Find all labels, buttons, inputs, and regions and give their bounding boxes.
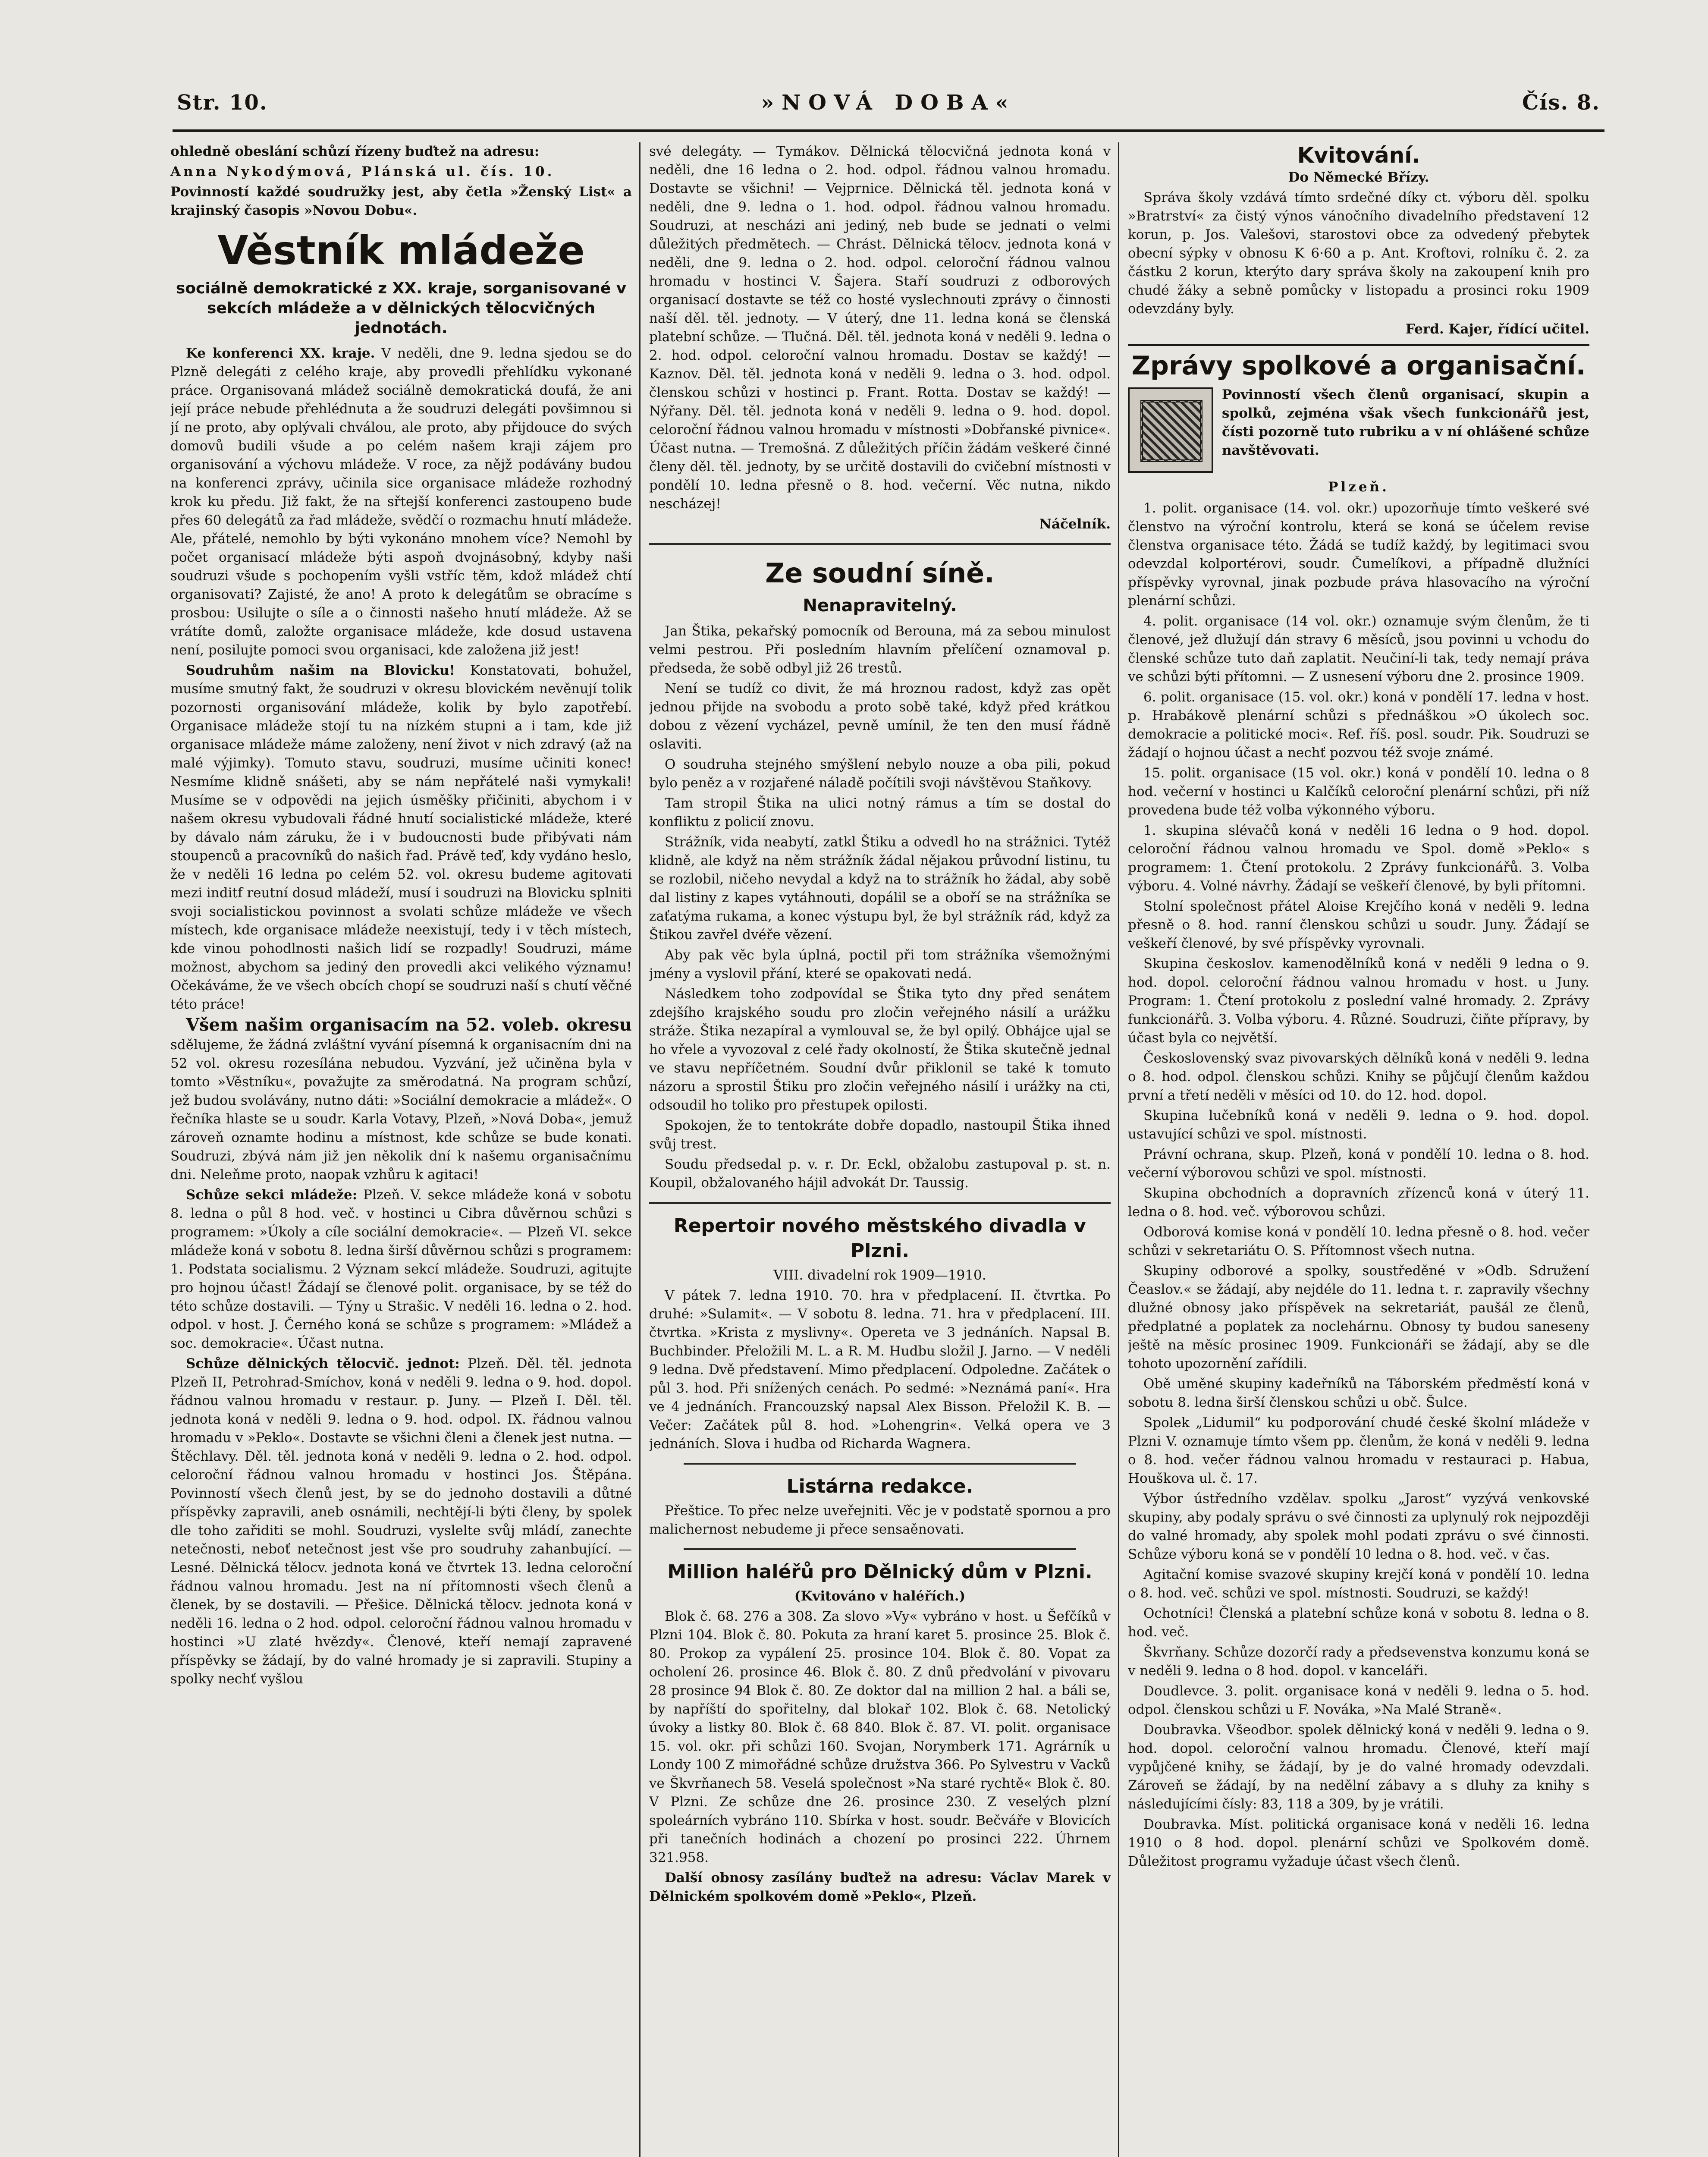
article-paragraph xyxy=(170,344,632,660)
page-number: Str. 10. xyxy=(177,91,268,115)
column-1 xyxy=(170,142,632,2157)
column-rule xyxy=(639,142,640,2157)
section-title: Ze soudní síně. xyxy=(765,557,995,589)
paragraph-text: Konstatovati, bohužel, musíme smutný fakt, že soudruzi v okresu blovickém nevěnují tolik pozornosti organisování mládeže, kolik by bylo zapotřebí. Organisace mládeže stojí tu na nízkém stupni a i tam, kde již organisace mládeže máme založeny, není život v nich zdravý (až na malé výjimky). Tomuto stavu, soudruzi, musíme učiniti konec! Nesmíme klidně snášeti, aby se nám nepřátelé naši vymykali! Musíme se v odpovědi na jejich úsměšky přičiniti, abychom i v našem okresu vybudovali řádné hnutí socialistické mládeže, které by dávalo nám záruku, že i v budoucnosti bude přibývati nám stoupenců a pracovníků do našich řad. Právě teď, kdy vydáno heslo, že v neděli 16 ledna po celém 52. vol. okresu budeme agitovati mezi inditf reutní dosud mládeží, musí i soudruzi na Blovicku splniti svoji socialistickou povinnost a svolati schůze mládeže ve všech místech, kde organisace mládeže neexistují, tedy i v těch místech, kde vinou pohodlnosti našich lidí se rozpadly! Soudruzi, máme možnost, abychom sa jediný den provedli akci velikého významu! Očekáváme, že ve všech obcích chopí se soudruzi naší s chutí věčné této práce! xyxy=(170,663,632,1012)
paragraph: Blok č. 68. 276 a 308. Za slovo »Vy« vybráno v host. u Šefčíků v Plzni 104. Blok č. 80. Pokuta za hraní karet 5. prosince 25. Blok č. 80. Prokop za vypálení 25. prosince 104. Blok č. 80. Vopat za ocholení 26. prosince 46. Blok č. 80. Z dnů předvolání v pivovaru 28 prosince 94 Blok č. 80. Ze doktor dal na million 2 hal. a báli se, by napříští do spořitelny, dal blokař 102. Blok č. 68. Netolický úvoky a listky 80. Blok č. 68 840. Blok č. 87. VI. polit. organisace 15. vol. okr. při schůzi 160. Svojan, Norymberk 171. Agrárník u Londy 100 Z mimořádné schůze družstva 366. Po Sylvestru v Vacků ve Škvrňanech 58. Veselá společnost »Na staré rychtě« Blok č. 80. V Plzni. Ze schůze dne 26. prosince 230. Z veselých plzní spoleárních vybráno 110. Sbírka v host. soudr. Bečváře v Blovicích při tanečních hodinách a chození po prosinci 222. Úhrnem 321.958. xyxy=(649,1609,1111,1865)
section-title: Zprávy spolkové a organisační. xyxy=(1128,344,1589,381)
court-paragraph: Strážník, vida neabytí, zatkl Štiku a odvedl ho na strážnici. Tytéž klidně, ale když na něm strážník žádal nějakou průvodní listinu, tu se rozlobil, ničeho nevydal a když na to strážník ho žádal, aby sobě dal listiny z kapes vytáhnouti, dopálil se a oboří se na strážníka se zaťatýma rukama, a konec výstupu byl, že byl strážník rád, když za Štikou zavřel dvéře vězení. xyxy=(649,834,1111,943)
court-paragraph: Jan Štika, pekařský pomocník od Berouna, má za sebou minulost velmi pestrou. Při posledním hlavním přelíčení oznamoval p. předseda, že sobě odbyl již 26 trestů. xyxy=(649,623,1111,676)
paragraph: Správa školy vzdává tímto srdečné díky ct. výboru děl. spolku »Bratrství« za čistý výnos vánočního divadelního představení 12 korun, p. Jos. Valešovi, starostovi obce za odvedený přebytek obecní sýpky v obnosu K 6·60 a p. Ant. Kroftovi, rolníku č. 2. za částku 2 korun, kterýto dary správa školy na zakoupení knih pro chudé žáky a sebně pomůcky v listopadu a prosinci roku 1909 odevzdány byly. xyxy=(1128,190,1589,317)
court-paragraph: Tam stropil Štika na ulici notný rámus a tím se dostal do konfliktu z policií znovu. xyxy=(649,796,1111,830)
paragraph-text: Plzeň. Děl. těl. jednota Plzeň II, Petrohrad-Smíchov, koná v neděli 9. ledna o 9. hod. dopol. řádnou valnou hromadu v restaur. p. Juny. — Plzeň I. Děl. těl. jednota koná v neděli 9. ledna o 9. hod. odpol. IX. řádnou valnou hromadu v »Peklo«. Dostavte se všichni členi a členek jest nutna. — Štěchlavy. Děl. těl. jednota koná v neděli 9. ledna o 2. hod. odpol. celoroční řádnou valnou hromadu v hostinci Jos. Štěpána. Povinností všech členů jest, by se do jednoho dostavili a důtné příspěvky zapravili, aneb osnámili, nechtějí-li býti členy, by spolek dle toho zařiditi se mohl. Soudruzi, vyslelte svůj mládí, zanechte netečnosti, neboť netečnost jest vše pro soudruhy zahanbující. — Lesné. Dělnická tělocv. jednota koná ve čtvrtek 13. ledna celoroční řádnou valnou hromadu. Jest na ní přítomnosti všech členů a členek, by se dostavili. — Přešice. Dělnická tělocv. jednota koná v neděli 16. ledna o 2 hod. odpol. celoroční řádnou valnou hromadu v hostinci »U zlaté hvězdy«. Členové, kteří nemají zapravené příspěvky se žádají, by do valné hromady je si zapravili. Stupiny a spolky nechť vyšlou xyxy=(170,1356,632,1687)
masthead xyxy=(173,91,1604,132)
court-paragraph: Není se tudíž co divit, že má hroznou radost, když zas opět jednou přijde na svobodu a proto sobě také, když před krátkou dobou z vězení vycházel, pevně umínil, že ten den musí řádně oslaviti. xyxy=(649,681,1111,752)
notice-item: Ochotníci! Členská a platební schůze koná v sobotu 8. ledna o 8. hod. več. xyxy=(1128,1606,1589,1640)
notice-item: 1. polit. organisace (14. vol. okr.) upozorňuje tímto veškeré své členstvo na výroční kontrolu, která se koná se účelem revise členstva organisace této. Žádá se tudíž každý, by legitimaci svou odevzdal kolportérovi, soudr. Čumelíkovi, a případně dlužníci příspěvky vyrovnal, jinak pozbude práva hlasovacího na výroční plenární schůzi. xyxy=(1128,500,1589,609)
paragraph-text: sdělujeme, že žádná zvláštní vyvání písemná k organisacním dni na 52 vol. okresu rozesílána nebudou. Vyzvání, jež učiněna byla v tomto »Věstníku«, považujte za směrodatná. Na program schůzí, jež budou svolávány, nutno dáti: »Sociální demokracie a mládež«. O řečníka hlaste se u soudr. Karla Votavy, Plzeň, »Nová Doba«, jemuž zároveň oznamte hodinu a místnost, kde schůze se bude konati. Soudruzi, zbývá nám již jen několik dní k našemu organisačnímu dni. Neleňme proto, naopak vzhůru k agitaci! xyxy=(170,1037,632,1182)
notice-item: Škvrňany. Schůze dozorčí rady a předsevenstva konzumu koná se v neděli 9. ledna o 8 hod. dopol. v kanceláři. xyxy=(1128,1644,1589,1679)
paragraph-head: Soudruhům našim na Blovicku! xyxy=(186,663,455,678)
column-rule xyxy=(1118,142,1119,2157)
court-paragraph: Následkem toho zodpovídal se Štika tyto dny před senátem zdejšího krajského soudu pro zločin veřejného násilí a urážku stráže. Štika nezapíral a vymlouval se, že byl opilý. Obhájce ujal se ho vřele a vyvozoval z celé řady okolností, že Štika skutečně jednal ve stavu nepříčetném. Soudní dvůr přiklonil se také k tomuto názoru a sprostil Štiku pro zločin veřejného násilí i urážky na cti, odsoudil ho toliko pro přestupek opilosti. xyxy=(649,986,1111,1113)
notice-item: Doubravka. Všeodbor. spolek dělnický koná v neděli 9. ledna o 9. hod. dopol. celoroční valnou hromadu. Členové, kteří mají vypůjčené knihy, se žádají, by je do valné hromady odevzdali. Zároveň se žádají, by na nedělní zábavy a s dluhy za knihy s následujícími čísly: 83, 118 a 309, by je vrátili. xyxy=(1128,1722,1589,1812)
notice-item: 6. polit. organisace (15. vol. okr.) koná v pondělí 17. ledna v host. p. Hrabákově plenární schůzi s přednáškou »O úkolech soc. demokracie a politické moci«. Ref. říš. posl. soudr. Pik. Soudruzi se žádají o hojnou účast a nechť pozvou též svoje známé. xyxy=(1128,689,1589,761)
paragraph: ohledně obeslání schůzí řízeny buďtež na adresu: xyxy=(170,144,540,159)
paragraph-head: Ke konferenci XX. kraje. xyxy=(186,346,375,361)
court-paragraph: O soudruha stejného smýšlení nebylo nouze a oba pili, pokud bylo peněz a v rozjařené náladě počítili svoji návštěvou Staňkovy. xyxy=(649,757,1111,791)
paragraph-head: Všem našim organisacím na 52. voleb. okresu xyxy=(186,1015,632,1035)
paragraph: V pátek 7. ledna 1910. 70. hra v předplacení. II. čtvrtka. Po druhé: »Sulamit«. — V sobotu 8. ledna. 71. hra v předplacení. III. čtvrtka. »Krista z myslivny«. Opereta ve 3 jednáních. Napsal B. Buchbinder. Přeložili M. L. a R. M. Hudbu složil J. Jarno. — V neděli 9 ledna. Dvě představení. Mimo předplacení. Odpoledne. Začátek o půl 3. hod. Při snížených cenách. Po sedmé: »Neznámá paní«. Hra ve 4 jednáních. Francouzský napsal Alex Bisson. Přeložil K. B. — Večer: Začátek půl 8. hod. »Lohengrin«. Velká opera ve 3 jednáních. Slova i hudba od Richarda Wagnera. xyxy=(649,1288,1111,1452)
paragraph: Další obnosy zasílány buďtež na adresu: Václav Marek v Dělnickém spolkovém domě »Peklo«, Plzeň. xyxy=(649,1870,1111,1904)
court-paragraph: Soudu předsedal p. v. r. Dr. Eckl, obžalobu zastupoval p. st. n. Koupil, obžalovaného hájil advokát Dr. Taussig. xyxy=(649,1157,1111,1191)
section-subtitle: (Kvitováno v haléřích.) xyxy=(794,1588,966,1604)
notice-item: Stolní společnost přátel Aloise Krejčího koná v neděli 9. ledna přesně o 8. hod. ranní členskou schůzi u soudr. Juny. Žádají se veškeří členové, by své příspěvky vyrovnali. xyxy=(1128,899,1589,951)
notice-item: Skupina českoslov. kamenodělníků koná v neděli 9 ledna o 9. hod. dopol. celoroční řádnou valnou hromadu v host. u Juny. Program: 1. Čtení protokolu z poslední valné hromady. 2. Zprávy funkcionářů. 3. Volba výboru. 4. Různé. Soudruzi, čiňte přípravy, by účast byla co největší. xyxy=(1128,956,1589,1046)
paragraph-text: Plzeň. V. sekce mládeže koná v sobotu 8. ledna o půl 8 hod. več. v hostinci u Cibra důvěrnou schůzi s programem: »Úkoly a cíle sociální demokracie«. — Plzeň VI. sekce mládeže koná v sobotu 8. ledna širší důvěrnou schůzi s programem: 1. Podstata socialismu. 2 Význam sekcí mládeže. Soudruzi, agitujte pro hojnou účast! Žádají se členové polit. organisace, by se též do této schůze dostavili. — Týny u Strašic. V neděli 16. ledna o 2. hod. odpol. v host. J. Černého koná se schůze s programem: »Mládež a soc. demokracie«. Účast nutna. xyxy=(170,1187,632,1351)
notice-item: Československý svaz pivovarských dělníků koná v neděli 9. ledna o 8. hod. odpol. členskou schůzi. Knihy se půjčují členům každou první a třetí neděli v měsíci od 10. do 12. hod. dopol. xyxy=(1128,1050,1589,1103)
divider xyxy=(649,543,1111,545)
city-heading: Plzeň. xyxy=(1328,479,1389,495)
notice-text: Povinností všech členů organisací, skupin a spolků, zejména však všech funkcionářů jest, čísti pozorně tuto rubriku a v ní ohlášené schůze navštěvovati. xyxy=(1222,387,1589,458)
court-paragraph: Spokojen, že to tentokráte dobře dopadlo, nastoupil Štika ihned svůj trest. xyxy=(649,1118,1111,1152)
address-line: Anna Nykodýmová, Plánská ul. čís. 10. xyxy=(170,164,555,179)
notice-item: Obě uměné skupiny kadeřníků na Táborském předměstí koná v sobotu 8. ledna širší členskou schůzi u obč. Šulce. xyxy=(1128,1376,1589,1410)
divider xyxy=(649,1202,1111,1204)
section-title: Kvitování. xyxy=(1297,143,1420,168)
notice-item: Odborová komise koná v pondělí 10. ledna přesně o 8. hod. večer schůzi v sekretariátu O. S. Přítomnost všech nutna. xyxy=(1128,1224,1589,1258)
section-title: Million haléřů pro Dělnický dům v Plzni. xyxy=(667,1561,1093,1583)
notice-item: Skupiny odborové a spolky, soustředěné v »Odb. Sdružení Čeaslov.« se žádají, aby nejdéle do 11. ledna t. r. zapravily všechny dlužné obnosy jako příspěvek na sekretariát, paušál ze členů, předplatné a poplatek za noclehárnu. Obnosy ty budou saneseny ještě na měsíc prosinec 1909. Funkcionáři se žádají, aby se dle tohoto upozornění zařídili. xyxy=(1128,1263,1589,1371)
issue-number: Čís. 8. xyxy=(1522,91,1600,115)
notice-item: Skupina lučebníků koná v neděli 9. ledna o 9. hod. dopol. ustavující schůzi ve spol. místnosti. xyxy=(1128,1108,1589,1142)
notice-box xyxy=(1128,386,1589,475)
article-paragraph xyxy=(170,661,632,1014)
emblem-icon xyxy=(1128,387,1213,473)
notice-item: Doubravka. Míst. politická organisace koná v neděli 16. ledna 1910 o 8 hod. dopol. plenární schůzi ve Spolkovém domě. Důležitost programu vyžaduje účast všech členů. xyxy=(1128,1817,1589,1869)
notice-item: 4. polit. organisace (14 vol. okr.) oznamuje svým členům, že ti členové, jež dlužují dán stravy 6 měsíců, jsou povinni u vchodu do členské schůze tuto daň zaplatit. Neučiní-li tak, tedy nemají práva ve schůzi býti přítomni. — Z usnesení výboru dne 2. prosince 1909. xyxy=(1128,613,1589,685)
notice-item: 15. polit. organisace (15 vol. okr.) koná v pondělí 10. ledna o 8 hod. večerní v hostinci u Kalčíků celoroční plenární schůzi, při níž provedena bude též volba výkonného výboru. xyxy=(1128,765,1589,818)
article-title: Nenapravitelný. xyxy=(803,596,957,616)
paragraph-head: Schůze dělnických tělocvič. jednot: xyxy=(186,1356,460,1371)
section-subtitle: Do Německé Břízy. xyxy=(1288,170,1429,185)
column-2 xyxy=(649,142,1111,2157)
section-subtitle: sociálně demokratické z XX. kraje, sorganisované v sekcích mládeže a v dělnických tělocvičných jednotách. xyxy=(176,280,627,337)
article-paragraph xyxy=(170,1186,632,1353)
paragraph: Přeštice. To přec nelze uveřejniti. Věc je v podstatě spornou a pro malichernost nebudeme ji přece sensaěnovati. xyxy=(649,1503,1111,1537)
notice-item: Skupina obchodních a dopravních zřízenců koná v úterý 11. ledna o 8. hod. več. výborovou schůzi. xyxy=(1128,1185,1589,1220)
court-paragraph: Aby pak věc byla úplná, poctil při tom strážníka všemožnými jmény a vyslovil přání, které se opakovati nedá. xyxy=(649,947,1111,981)
notice-item: Spolek „Lidumil“ ku podporování chudé české školní mládeže v Plzni V. oznamuje tímto všem pp. členům, že koná v neděli 9. ledna o 8. hod. večer řádnou valnou hromadu v restauraci p. Habua, Houškova ul. č. 17. xyxy=(1128,1415,1589,1486)
notice-item: Doudlevce. 3. polit. organisace koná v neděli 9. ledna o 5. hod. odpol. členskou schůzi u F. Nováka, »Na Malé Straně«. xyxy=(1128,1683,1589,1717)
notice-item: Výbor ústředního vzdělav. spolku „Jarost“ vyzývá venkovské skupiny, aby podaly správu o své činnosti za uplynulý rok nejpozději do valné hromady, aby spolek mohl podati zprávu o své činnosti. Schůze výboru koná se v pondělí 10 ledna o 8. hod. več. v čas. xyxy=(1128,1491,1589,1562)
divider xyxy=(684,1463,1076,1465)
notice-item: Právní ochrana, skup. Plzeň, koná v pondělí 10. ledna o 8. hod. večerní výborovou schůzi ve spol. místnosti. xyxy=(1128,1147,1589,1181)
signature: Ferd. Kajer, řídící učitel. xyxy=(1405,321,1589,337)
paragraph: Povinností každé soudružky jest, aby četla »Ženský List« a krajinský časopis »Novou Dobu«. xyxy=(170,184,632,218)
section-title: Listárna redakce. xyxy=(786,1475,973,1497)
section-title: Repertoir nového městského divadla v Plzni. xyxy=(673,1215,1086,1262)
notice-item: Agitační komise svazové skupiny krejčí koná v pondělí 10. ledna o 8. hod. več. schůzi ve spol. místnosti. Soudruzi, se každý! xyxy=(1128,1567,1589,1601)
notice-item: 1. skupina slévačů koná v neděli 16 ledna o 9 hod. dopol. celoroční řádnou valnou hromadu ve Spol. domě »Peklo« s programem: 1. Čtení protokolu. 2 Zprávy funkcionářů. 3. Volba výboru. 4. Volné návrhy. Žádají se veškeří členové, by byli přítomni. xyxy=(1128,823,1589,894)
article-paragraph xyxy=(170,1355,632,1688)
newspaper-title: »NOVÁ DOBA« xyxy=(761,91,1016,115)
paragraph-head: Schůze sekci mládeže: xyxy=(186,1187,358,1203)
paragraph-text: V neděli, dne 9. ledna sjedou se do Plzně delegáti z celého kraje, aby provedli přehlídku vykonané práce. Organisovaná mládež sociálně demokratická doufá, že ani její práce nebude přehlédnuta a že soudruzi delegáti povšimnou si jí ne proto, aby oplývali chválou, ale proto, aby přijdouce do svých domovů budili všude a po celém našem kraji zájem pro organisování a výchovu mládeže. V roce, za nějž podávány budou na konferenci zprávy, učinila sice organisace mládeže rozhodný krok ku předu. Již fakt, že na sřtejší konferenci zastoupeno bude přes 60 delegátů za řad mládeže, svědčí o rozmachu hnutí mládeže. Ale, přátelé, nemohlo by býti vykonáno mnohem více? Nemohl by počet organisací mládeže býti aspoň dvojnásobný, kdyby naši soudruzi všude s pochopením vyšli vstříc těm, kdož mládež chtí organisovati? Zajisté, že ano! A proto k delegátům se obracíme s prosbou: Usilujte o síle a o činnosti našeho hnutí mládeže. Až se vrátíte domů, založte organisace mládeže, kde dosud ustavena není, posilujte pomoci svou organisaci, kde založena již jest! xyxy=(170,346,632,658)
section-title: Věstník mládeže xyxy=(217,227,585,274)
article-paragraph xyxy=(170,1016,632,1184)
divider xyxy=(684,1548,1076,1550)
section-subtitle: VIII. divadelní rok 1909—1910. xyxy=(773,1267,986,1283)
signature: Náčelník. xyxy=(1039,516,1111,532)
column-3 xyxy=(1128,142,1589,2157)
paragraph: své delegáty. — Tymákov. Dělnická tělocvičná jednota koná v neděli, dne 16 ledna o 2. hod. odpol. řádnou valnou hromadu. Dostavte se všichni! — Vejprnice. Dělnická těl. jednota koná v neděli, dne 9. ledna o 1. hod. odpol. řádnou valnou hromadu. Soudruzi, at nescházi ani jediný, neb bude se jednati o velmi důležitých předmětech. — Chrást. Dělnická tělocv. jednota koná v neděli, dne 9. ledna o 2. hod. odpol. celoroční řádnou valnou hromadu v hostinci V. Šajera. Staří soudruzi z odborových organisací dostavte se též co hosté vyslechnouti zprávy o činnosti naší děl. těl. jednoty. — V úterý, dne 11. ledna koná se členská platební schůze. — Tlučná. Děl. těl. jednota koná v neděli 9. ledna o 2. hod. odpol. celoroční valnou hromadu. Dostav se každý! — Kaznov. Děl. těl. jednota koná v neděli 9. ledna o 3. hod. odpol. členskou schůzi v hostinci p. Frant. Rotta. Dostav se každý! — Nýřany. Děl. těl. jednota koná v neděli 9. ledna o 9. hod. dopol. celoroční řádnou valnou hromadu v místnosti »Dobřanské pivnice«. Účast nutna. — Tremošná. Z důležitých příčin žádám veškeré činné členy děl. těl. jednoty, by se určitě dostavili do cvičební místnosti v pondělí 10. ledna přesně o 8. hod. večerní. Věc nutna, nikdo nescházej! xyxy=(649,144,1111,512)
